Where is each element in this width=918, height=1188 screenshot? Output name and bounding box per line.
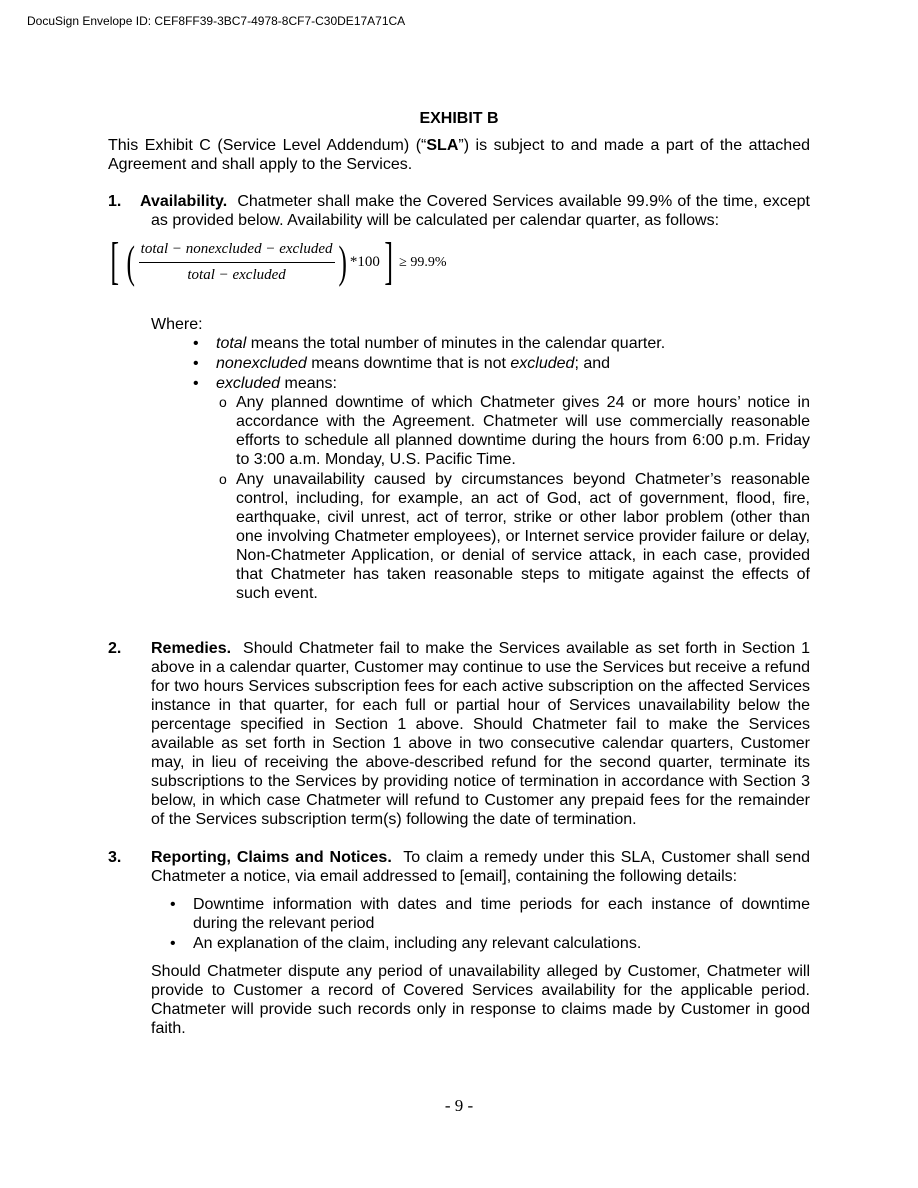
section-1-number: 1. (108, 193, 122, 210)
definition-text: means: (280, 375, 337, 392)
term: excluded (510, 355, 575, 372)
term: excluded (216, 375, 281, 392)
envelope-id-header: DocuSign Envelope ID: CEF8FF39-3BC7-4978-8CF7-C30DE17A71CA (27, 14, 406, 28)
definition-total (216, 334, 810, 353)
excluded-sublist (236, 393, 810, 603)
formula-multiplier: *100 (349, 253, 380, 270)
section-3-heading: Reporting, Claims and Notices. (151, 849, 392, 866)
excluded-planned-downtime: o Any planned downtime of which Chatmeter gives 24 or more hours’ notice in accordance with the Agreement. Chatmeter will use commercially reasonable efforts to schedule all planned downtime during the hours from 6:00 p.m. Friday to 3:00 a.m. Monday, U.S. Pacific Time. (236, 393, 810, 469)
section-1-text: Chatmeter shall make the Covered Services available 99.9% of the time, except as provided below. Availability will be calculated per calendar quarter, as follows: (151, 193, 811, 229)
claim-detail-downtime: • Downtime information with dates and time periods for each instance of downtime during the relevant period (193, 895, 810, 933)
claim-detail-explanation: • An explanation of the claim, including any relevant calculations. (193, 934, 810, 953)
availability-formula (106, 234, 447, 290)
section-1-paragraph (140, 192, 811, 230)
section-2-paragraph (151, 639, 810, 829)
section-2-text: Should Chatmeter fail to make the Services available as set forth in Section 1 above in a calendar quarter, Customer may continue to use the Services but receive a refund for two hours Services subscription fees for each active subscription on the affected Services instance in that quarter, for each full or partial hour of Services unavailability below the percentage specified in Section 1 above. Should Chatmeter fail to make the Services available as set forth in Section 1 above in two consecutive calendar quarters, Customer may, in lieu of receiving the above-described refund for the second quarter, terminate its subscriptions to the Services by providing notice of termination in accordance with Section 3 below, in which case Chatmeter will refund to Customer any prepaid fees for the remainder of the Services subscription term(s) following the date of termination. (151, 640, 811, 828)
formula-denominator: total − excluded (187, 266, 286, 283)
where-label: Where: (151, 316, 203, 333)
definition-excluded (216, 374, 810, 603)
exhibit-title: EXHIBIT B (419, 110, 499, 127)
excluded-force-majeure: o Any unavailability caused by circumstances beyond Chatmeter’s reasonable control, including, for example, an act of God, act of government, flood, fire, earthquake, civil unrest, act of terror, strike or other labor problem (other than one involving Chatmeter employees), or Internet service provider failure or delay, Non-Chatmeter Application, or denial of service attack, in each case, provided that Chatmeter has taken reasonable steps to mitigate against the effects of such event. (236, 470, 810, 603)
intro-text-a: This Exhibit C (Service Level Addendum) (“ (108, 137, 427, 154)
intro-paragraph (108, 136, 810, 174)
intro-text-c: ”) is subject to and made a part of the attached Agreement and shall apply to the Services. (108, 137, 811, 173)
definitions-list (216, 334, 810, 603)
definition-text: means downtime that is not (306, 355, 511, 372)
left-bracket: [ (110, 233, 119, 290)
section-3-paragraph (151, 848, 810, 886)
section-3-closing: Should Chatmeter dispute any period of unavailability alleged by Customer, Chatmeter will provide to Customer a record of Covered Services availability for the applicable period. Chatmeter will provide such records only in response to claims made by Customer in good faith. (151, 963, 810, 1037)
section-2-number: 2. (108, 640, 122, 657)
term: total (216, 335, 247, 352)
formula-fraction (139, 240, 335, 285)
formula-numerator: total − nonexcluded − excluded (139, 240, 335, 263)
term: nonexcluded (216, 355, 307, 372)
intro-sla-term: SLA (426, 137, 459, 154)
definition-text: means the total number of minutes in the calendar quarter. (246, 335, 666, 352)
right-bracket: ] (384, 233, 393, 290)
definition-nonexcluded (216, 354, 810, 373)
section-3-number: 3. (108, 849, 122, 866)
section-1-heading: Availability. (140, 193, 228, 210)
formula-rhs: ≥ 99.9% (399, 254, 447, 270)
left-paren: ( (126, 236, 136, 287)
page-number: - 9 - (444, 1096, 474, 1115)
claim-details-list (193, 895, 810, 953)
section-2-heading: Remedies. (151, 640, 232, 657)
section-3-text: To claim a remedy under this SLA, Customer shall send Chatmeter a notice, via email addressed to [email], containing the following details: (151, 849, 810, 885)
right-paren: ) (337, 236, 347, 287)
definition-text: ; and (574, 355, 611, 372)
